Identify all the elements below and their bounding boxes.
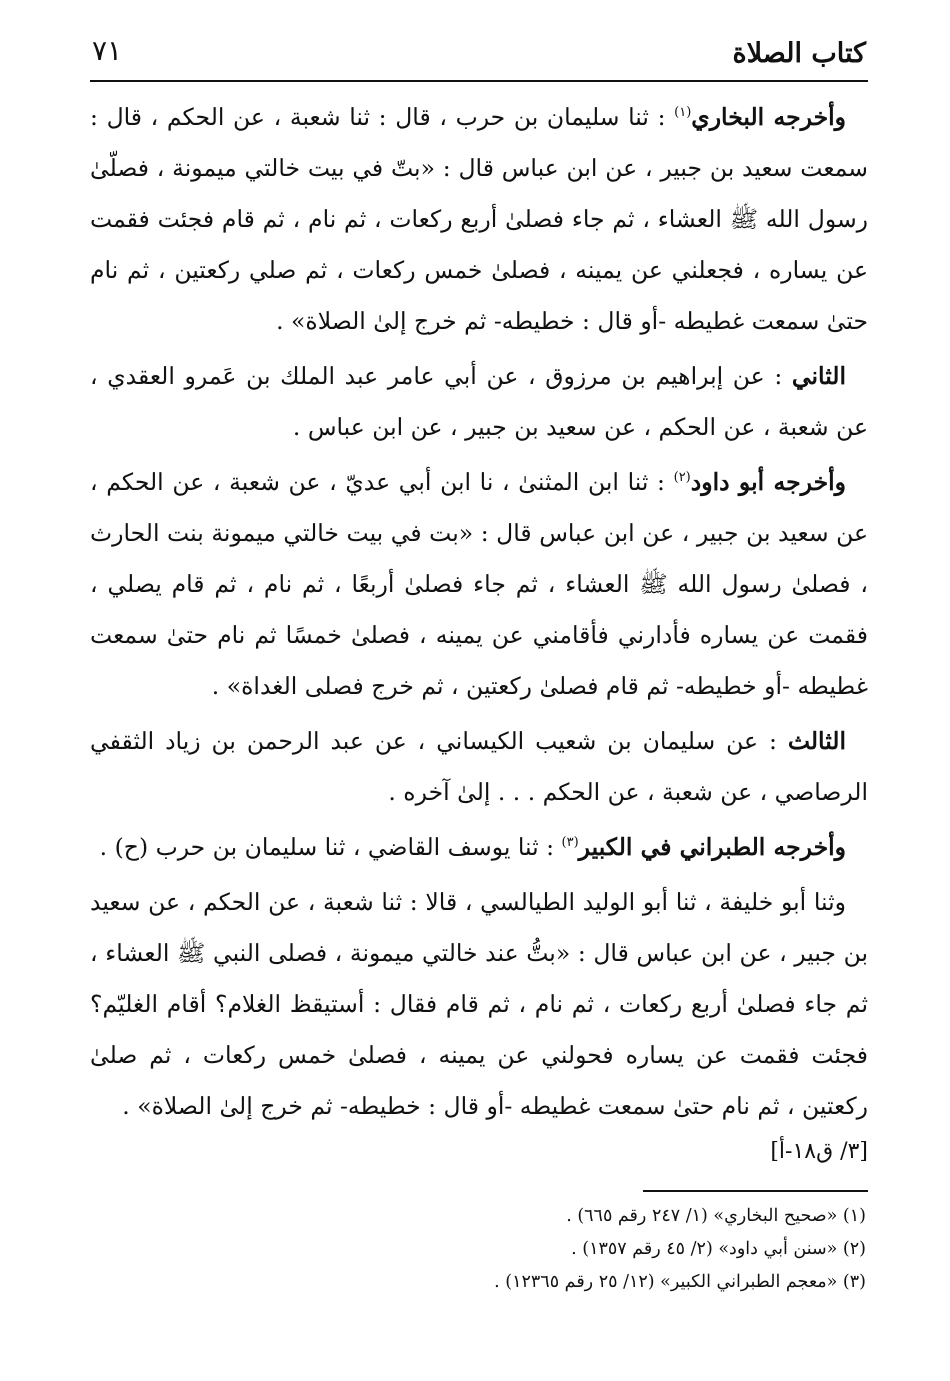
paragraph-text: وثنا أبو خليفة ، ثنا أبو الوليد الطيالسي ، قالا : ثنا شعبة ، عن الحكم ، عن سعيد بن جبير ، عن ابن عباس قال : «بتُّ عند خالتي ميمونة ، فصلى النبي ﷺ العشاء ، ثم جاء فصلىٰ أربع ركعات ، ثم نام ، ثم قام فقال : أستيقظ الغلام؟ أقام الغليّم؟ فجئت فقمت عن يساره فحولني عن يمينه ، فصلىٰ خمس ركعات ، ثم صلىٰ ركعتين ، ثم نام حتىٰ سمعت غطيطه -أو قال : خطيطه- ثم خرج إلىٰ الصلاة» . <box>90 888 868 1120</box>
footnote: (١) «صحيح البخاري» (١/ ٢٤٧ رقم ٦٦٥) . <box>566 1206 866 1226</box>
paragraph <box>90 92 868 347</box>
footnote: (٣) «معجم الطبراني الكبير» (١٢/ ٢٥ رقم ١٢٣٦٥) . <box>494 1272 866 1292</box>
paragraph-lead: وأخرجه أبو داود <box>690 468 846 496</box>
chapter-title: كتاب الصلاة <box>732 38 866 69</box>
footnote-divider <box>643 1190 868 1192</box>
footnote-ref: (٢) <box>673 470 691 486</box>
paragraph-lead: الثاني <box>791 362 846 390</box>
footnote-ref: (٣) <box>561 835 579 851</box>
paragraph-lead: وأخرجه البخاري <box>691 103 847 131</box>
paragraph <box>90 822 868 873</box>
paragraph-text: : ثنا سليمان بن حرب ، قال : ثنا شعبة ، عن الحكم ، قال : سمعت سعيد بن جبير ، عن ابن عباس قال : «بتّ في بيت خالتي ميمونة ، فصلّىٰ رسول الله ﷺ العشاء ، ثم جاء فصلىٰ أربع ركعات ، ثم نام ، ثم قام فجئت فقمت عن يساره ، فجعلني عن يمينه ، فصلىٰ خمس ركعات ، ثم صلي ركعتين ، ثم نام حتىٰ سمعت غطيطه -أو قال : خطيطه- ثم خرج إلىٰ الصلاة» . <box>90 103 868 335</box>
paragraph-text: : ثنا يوسف القاضي ، ثنا سليمان بن حرب (ح) . <box>99 833 562 861</box>
main-text <box>90 92 868 1299</box>
page-header <box>90 28 868 82</box>
book-page <box>90 28 868 1299</box>
paragraph-text: : ثنا ابن المثنىٰ ، نا ابن أبي عديّ ، عن شعبة ، عن الحكم ، عن سعيد بن جبير ، عن ابن عباس قال : «بت في بيت خالتي ميمونة بنت الحارث ، فصلىٰ رسول الله ﷺ العشاء ، ثم جاء فصلىٰ أربعًا ، ثم نام ، ثم قام يصلي ، فقمت عن يساره فأدارني فأقامني عن يمينه ، فصلىٰ خمسًا ثم نام حتىٰ سمعت غطيطه -أو خطيطه- ثم قام فصلىٰ ركعتين ، ثم خرج فصلى الغداة» . <box>90 468 868 700</box>
paragraph <box>90 351 868 453</box>
paragraph-text: : عن سليمان بن شعيب الكيساني ، عن عبد الرحمن بن زياد الثقفي الرصاصي ، عن شعبة ، عن الحكم . . . إلىٰ آخره . <box>90 727 868 806</box>
paragraph-lead: الثالث <box>787 727 846 755</box>
paragraph <box>90 877 868 1132</box>
manuscript-folio-ref: [٣/ ق١٨-أ] <box>770 1139 868 1164</box>
paragraph-lead: وأخرجه الطبراني في الكبير <box>578 833 846 861</box>
paragraph-text: : عن إبراهيم بن مرزوق ، عن أبي عامر عبد الملك بن عَمرو العقدي ، عن شعبة ، عن الحكم ، عن سعيد بن جبير ، عن ابن عباس . <box>90 362 868 441</box>
footnote-ref: (١) <box>674 105 692 121</box>
paragraph <box>90 457 868 712</box>
footnote: (٢) «سنن أبي داود» (٢/ ٤٥ رقم ١٣٥٧) . <box>571 1239 866 1259</box>
page-number: ٧١ <box>92 34 123 67</box>
paragraph <box>90 716 868 818</box>
